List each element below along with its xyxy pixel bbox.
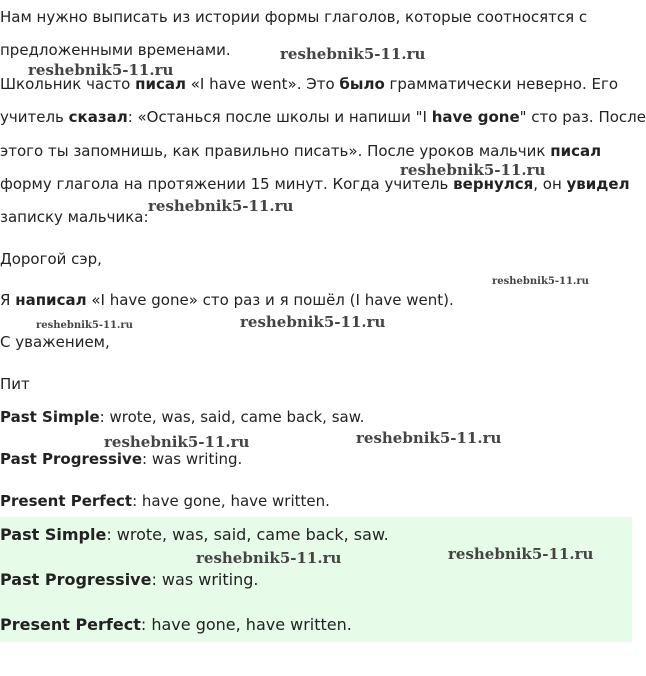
intro-line-2: предложенными временами.	[0, 41, 231, 59]
story-line-3: этого ты запомнишь, как правильно писать». После уроков мальчик писал	[0, 142, 602, 160]
watermark: reshebnik5-11.ru	[448, 545, 594, 563]
watermark: reshebnik5-11.ru	[280, 45, 426, 63]
watermark: reshebnik5-11.ru	[196, 549, 342, 567]
watermark: reshebnik5-11.ru	[36, 320, 133, 331]
story-line-2: учитель сказал: «Останься после школы и напиши "I have gone" сто раз. После	[0, 108, 646, 126]
letter-body: Я написал «I have gone» сто раз и я пошёл (I have went).	[0, 291, 454, 309]
watermark: reshebnik5-11.ru	[104, 433, 250, 451]
intro-line-1: Нам нужно выписать из истории формы глаголов, которые соотносятся с	[0, 8, 588, 26]
answer-past-simple: Past Simple: wrote, was, said, came back, saw.	[0, 525, 389, 544]
letter-signature: Пит	[0, 375, 30, 393]
letter-greeting: Дорогой сэр,	[0, 250, 102, 268]
watermark: reshebnik5-11.ru	[400, 161, 546, 179]
story-line-4: форму глагола на протяжении 15 минут. Когда учитель вернулся, он увидел	[0, 175, 630, 193]
watermark: reshebnik5-11.ru	[28, 61, 174, 79]
present-perfect-line: Present Perfect: have gone, have written.	[0, 492, 330, 510]
watermark: reshebnik5-11.ru	[492, 276, 589, 287]
past-simple-line: Past Simple: wrote, was, said, came back, saw.	[0, 408, 365, 426]
past-progressive-line: Past Progressive: was writing.	[0, 450, 243, 468]
letter-closing: С уважением,	[0, 333, 110, 351]
watermark: reshebnik5-11.ru	[240, 313, 386, 331]
story-line-1: Школьник часто писал «I have went». Это было грамматически неверно. Его	[0, 75, 619, 93]
answer-present-perfect: Present Perfect: have gone, have written.	[0, 615, 352, 634]
watermark: reshebnik5-11.ru	[148, 197, 294, 215]
story-line-5: записку мальчика:	[0, 208, 149, 226]
answer-past-progressive: Past Progressive: was writing.	[0, 570, 259, 589]
answer-box	[0, 517, 632, 642]
watermark: reshebnik5-11.ru	[356, 429, 502, 447]
